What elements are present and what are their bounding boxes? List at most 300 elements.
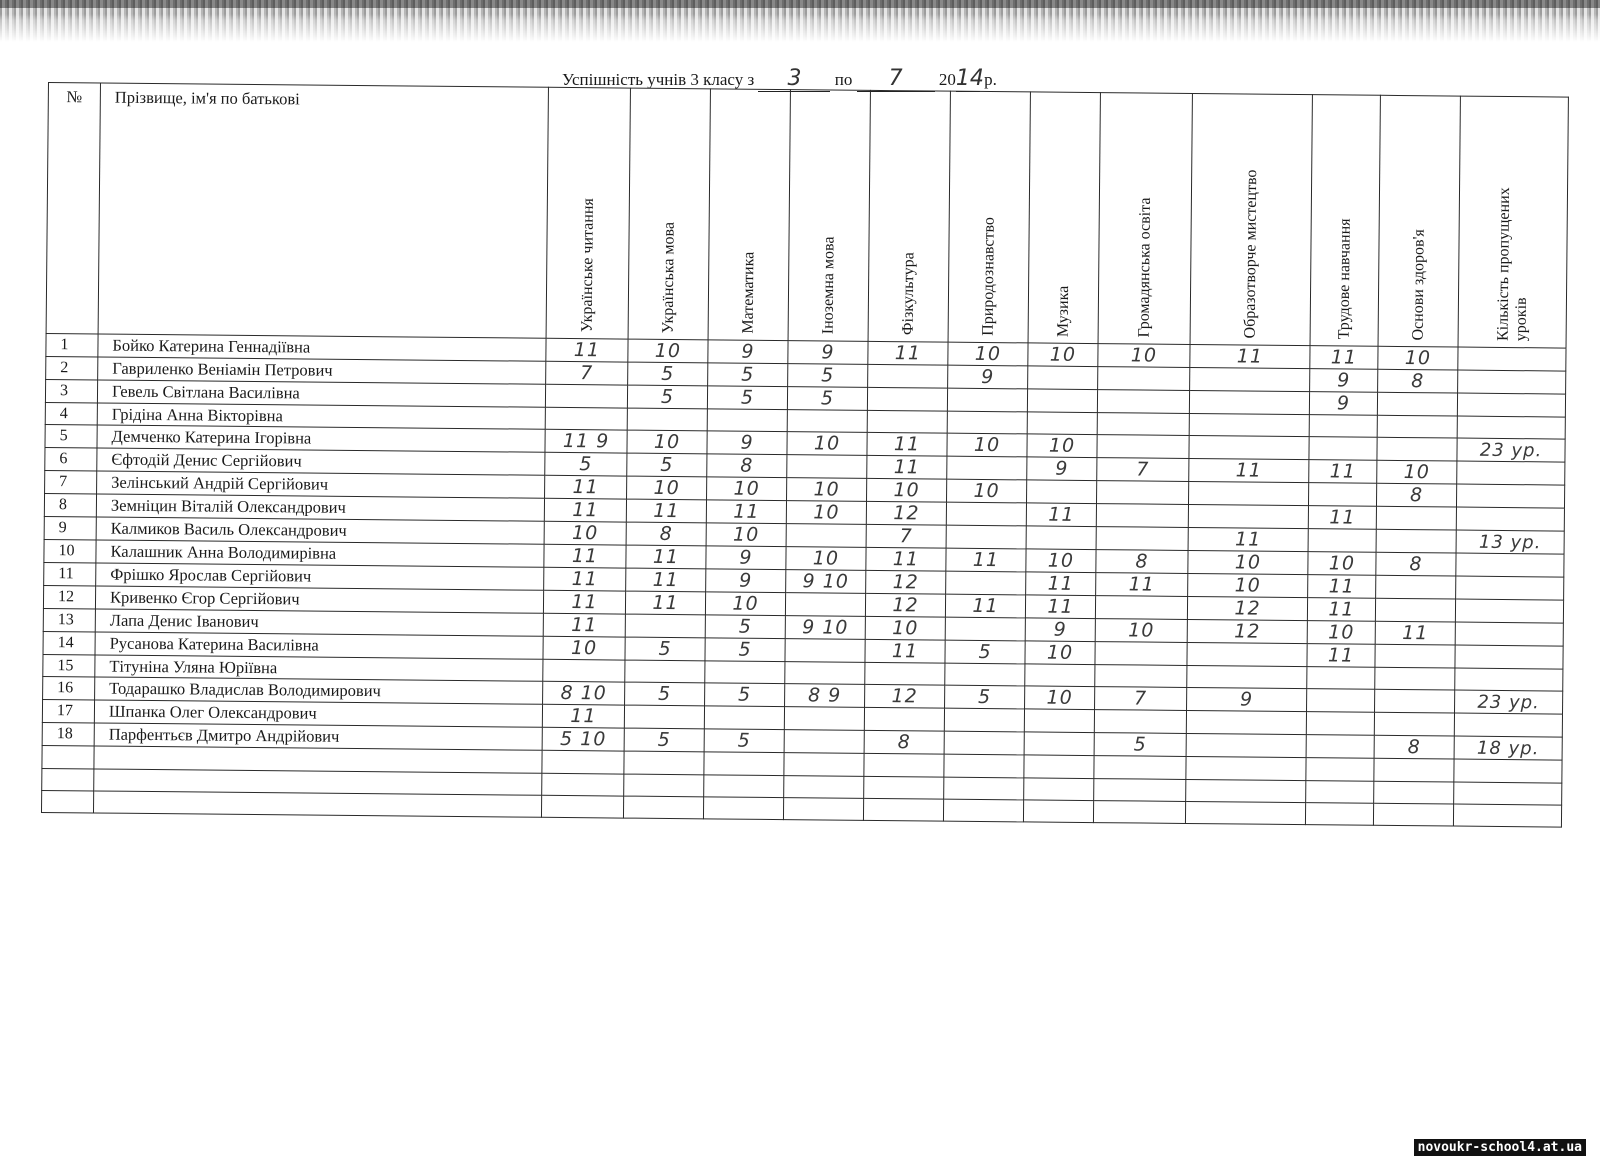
- grade-cell: 9: [788, 341, 868, 365]
- subject-label: Музика: [1054, 285, 1072, 337]
- student-name: Зелінський Андрій Сергійович: [97, 471, 545, 498]
- grade-cell: 11: [544, 498, 626, 522]
- grade-cell: [707, 409, 787, 432]
- empty-cell: [1453, 804, 1561, 827]
- grade-cell: 12: [1187, 620, 1307, 644]
- grade-cell: 10: [628, 339, 708, 363]
- empty-cell: [704, 752, 784, 775]
- grade-cell: 8 10: [543, 682, 625, 706]
- grade-cell: [1097, 390, 1189, 414]
- grade-cell: 11: [1307, 598, 1375, 622]
- grade-cell: [1095, 642, 1187, 666]
- grade-cell: 9: [707, 431, 787, 455]
- subject-label: Іноземна мова: [819, 236, 838, 335]
- grade-cell: 7: [866, 525, 946, 549]
- header-subject: [1098, 93, 1192, 345]
- grade-cell: 12: [865, 594, 945, 618]
- missed-lessons-cell: [1457, 461, 1565, 485]
- student-name: Тітуніна Уляна Юріївна: [95, 655, 543, 681]
- grade-cell: 11: [1310, 346, 1378, 370]
- grade-cell: 7: [546, 361, 628, 385]
- grade-cell: [1024, 709, 1094, 733]
- grade-cell: [1186, 734, 1306, 758]
- grade-cell: [786, 524, 866, 548]
- grade-cell: [1097, 435, 1189, 459]
- empty-cell: [943, 799, 1023, 822]
- grade-cell: [1307, 689, 1375, 713]
- grade-cell: [625, 660, 705, 683]
- empty-cell: [864, 776, 944, 799]
- row-number: 11: [44, 563, 96, 586]
- subject-label: Українська мова: [659, 221, 678, 334]
- grade-cell: 10: [1307, 621, 1375, 645]
- grade-cell: 11: [1025, 595, 1095, 619]
- missed-lessons-cell: [1458, 370, 1566, 394]
- empty-cell: [1373, 803, 1453, 826]
- grade-cell: [946, 502, 1026, 526]
- row-number: 8: [44, 494, 96, 517]
- subject-label: Основи здоров'я: [1409, 228, 1428, 341]
- grade-cell: 11: [543, 590, 625, 614]
- empty-cell: [41, 790, 93, 813]
- empty-cell: [863, 798, 943, 821]
- grade-cell: [787, 410, 867, 433]
- row-number: 12: [43, 586, 95, 609]
- row-number: 13: [43, 609, 95, 632]
- grade-cell: [1308, 529, 1376, 553]
- grade-cell: [625, 614, 705, 638]
- grade-cell: [867, 410, 947, 433]
- grade-cell: 8: [707, 454, 787, 478]
- grade-cell: [1095, 665, 1187, 688]
- empty-cell: [1094, 756, 1186, 779]
- grade-cell: 11: [626, 545, 706, 569]
- grade-cell: [543, 659, 625, 682]
- empty-cell: [93, 791, 541, 817]
- header-subject: [1378, 95, 1460, 347]
- grade-cell: 5: [705, 638, 785, 662]
- missed-lessons-cell: [1455, 645, 1563, 669]
- header-subject: [1028, 92, 1100, 344]
- grade-cell: [1308, 483, 1376, 507]
- missed-lessons-cell: [1457, 416, 1565, 439]
- grade-cell: 9: [1027, 457, 1097, 481]
- empty-cell: [864, 754, 944, 777]
- grade-cell: [1307, 667, 1375, 690]
- empty-cell: [624, 774, 704, 797]
- empty-cell: [703, 797, 783, 820]
- grade-cell: [867, 387, 947, 411]
- row-number: 1: [46, 333, 98, 356]
- subject-label: Фізкультура: [899, 252, 917, 336]
- grade-cell: 10: [1025, 641, 1095, 665]
- student-name: Шпанка Олег Олександрович: [94, 700, 542, 727]
- grade-cell: [1376, 506, 1456, 530]
- grade-cell: [704, 706, 784, 730]
- student-name: Тодарашко Владислав Володимирович: [95, 677, 543, 704]
- grade-cell: 10: [786, 547, 866, 571]
- grade-cell: 10: [1188, 574, 1308, 598]
- missed-label: Кількість пропущених уроків: [1494, 187, 1530, 342]
- grade-cell: [1188, 505, 1308, 529]
- header-subject: [868, 90, 950, 342]
- empty-cell: [1454, 759, 1562, 782]
- title-to-label: по: [834, 70, 853, 89]
- grade-cell: [785, 593, 865, 617]
- grade-cell: 8: [626, 522, 706, 546]
- student-name: Лапа Денис Іванович: [95, 609, 543, 636]
- grade-cell: 11: [1026, 503, 1096, 527]
- grade-cell: 10: [786, 501, 866, 525]
- grade-cell: 5: [708, 363, 788, 387]
- empty-cell: [1093, 800, 1185, 823]
- title-year-prefix: 20: [938, 70, 956, 89]
- grade-cell: 10: [627, 430, 707, 454]
- title-suffix: р.: [984, 70, 997, 89]
- missed-lessons-cell: [1456, 507, 1564, 531]
- grade-cell: 10: [787, 478, 867, 502]
- grade-cell: [1024, 732, 1094, 756]
- grade-cell: [1189, 436, 1309, 460]
- scan-edge-artifact: [0, 0, 1600, 42]
- grade-cell: 11: [1308, 575, 1376, 599]
- grade-cell: [785, 639, 865, 663]
- student-name: Парфентьєв Дмитро Андрійович: [94, 723, 542, 750]
- grade-cell: 7: [1097, 458, 1189, 482]
- grade-cell: 11: [867, 456, 947, 480]
- student-name: Єфтодій Денис Сергійович: [97, 448, 545, 475]
- missed-lessons-cell: [1457, 393, 1565, 417]
- grade-cell: 10: [948, 342, 1028, 366]
- grade-cell: 12: [866, 571, 946, 595]
- grade-cell: 11 9: [545, 429, 627, 453]
- grade-cell: 10: [1098, 344, 1190, 368]
- grade-cell: 10: [1095, 619, 1187, 643]
- row-number: 16: [43, 677, 95, 700]
- student-name: Гавриленко Веніамін Петрович: [98, 357, 546, 384]
- grade-cell: 11: [1189, 459, 1309, 483]
- grade-cell: [945, 617, 1025, 641]
- grade-cell: [1306, 735, 1374, 759]
- grade-cell: [1375, 598, 1455, 622]
- missed-lessons-cell: [1454, 713, 1562, 737]
- grade-cell: 11: [866, 548, 946, 572]
- empty-cell: [42, 768, 94, 791]
- grade-cell: 10: [1377, 460, 1457, 484]
- grade-cell: 5: [1094, 733, 1186, 757]
- grade-cell: 10: [1025, 686, 1095, 710]
- grade-cell: [1377, 437, 1457, 461]
- grade-cell: [1097, 413, 1189, 436]
- grade-cell: 9: [708, 340, 788, 364]
- grade-cell: 5: [545, 452, 627, 476]
- grade-cell: [868, 364, 948, 388]
- subject-label: Громадянська освіта: [1135, 197, 1154, 338]
- grade-cell: 10: [947, 433, 1027, 457]
- grade-cell: 9: [1309, 392, 1377, 416]
- grade-cell: 10: [707, 477, 787, 501]
- grade-cell: 5: [705, 683, 785, 707]
- grade-cell: 5: [787, 387, 867, 411]
- empty-cell: [944, 777, 1024, 800]
- grade-cell: 10: [1188, 551, 1308, 575]
- grade-cell: 5: [788, 364, 868, 388]
- grade-cell: [1187, 666, 1307, 689]
- grade-cell: [1026, 526, 1096, 550]
- student-name: Гевель Світлана Василівна: [97, 380, 545, 407]
- grade-cell: 11: [1190, 344, 1310, 368]
- header-name: Прізвище, ім'я по батькові: [98, 83, 548, 338]
- empty-cell: [1024, 755, 1094, 778]
- grade-cell: [1189, 390, 1309, 414]
- grade-cell: 7: [1095, 687, 1187, 711]
- grade-cell: 12: [1187, 597, 1307, 621]
- grade-cell: 9 10: [785, 616, 865, 640]
- grade-cell: 5: [707, 386, 787, 410]
- grade-cell: [1096, 527, 1188, 551]
- grade-cell: [545, 407, 627, 430]
- missed-lessons-cell: 23 ур.: [1455, 690, 1563, 714]
- row-number: 3: [45, 379, 97, 402]
- grade-cell: 9: [706, 546, 786, 570]
- grade-cell: [1189, 413, 1309, 436]
- missed-lessons-cell: 13 ур.: [1456, 530, 1564, 554]
- row-number: 14: [43, 632, 95, 655]
- grade-cell: 11: [868, 341, 948, 365]
- grade-cell: 9: [1187, 688, 1307, 712]
- grade-cell: 5: [945, 640, 1025, 664]
- grade-cell: [1374, 713, 1454, 737]
- grade-cell: [1095, 596, 1187, 620]
- grade-cell: [624, 705, 704, 729]
- header-subject: [788, 90, 870, 342]
- student-name: Грідіна Анна Вікторівна: [97, 403, 545, 429]
- grade-cell: [947, 411, 1027, 434]
- student-name: Калмиков Василь Олександрович: [96, 517, 544, 544]
- grade-cell: [944, 732, 1024, 756]
- empty-cell: [1023, 800, 1093, 823]
- grade-cell: [1375, 667, 1455, 690]
- grade-cell: 5: [704, 729, 784, 753]
- header-subject: [1310, 95, 1380, 347]
- grade-cell: [1098, 367, 1190, 391]
- empty-cell: [1454, 782, 1562, 805]
- grade-cell: 11: [544, 544, 626, 568]
- empty-cell: [944, 755, 1024, 778]
- grade-cell: 9: [1310, 369, 1378, 393]
- grade-cell: [1306, 712, 1374, 736]
- empty-cell: [784, 775, 864, 798]
- grade-sheet: [41, 82, 1568, 837]
- grade-cell: 11: [542, 705, 624, 729]
- grade-cell: [627, 408, 707, 431]
- student-name: Фрішко Ярослав Сергійович: [96, 563, 544, 590]
- grade-cell: [787, 455, 867, 479]
- grade-cell: 11: [543, 613, 625, 637]
- grade-cell: [1309, 415, 1377, 438]
- empty-cell: [1094, 778, 1186, 801]
- grade-cell: 11: [706, 500, 786, 524]
- grade-cell: 11: [1308, 506, 1376, 530]
- grade-cell: [1028, 366, 1098, 390]
- grade-cell: 5: [624, 728, 704, 752]
- site-watermark: novoukr-school4.at.ua: [1414, 1139, 1586, 1156]
- row-number: 18: [42, 723, 94, 746]
- grade-cell: 11: [626, 499, 706, 523]
- grade-cell: 10: [1027, 434, 1097, 458]
- grade-cell: [864, 708, 944, 732]
- empty-cell: [783, 797, 863, 820]
- grade-cell: [545, 384, 627, 408]
- grade-cell: 11: [1026, 572, 1096, 596]
- grade-cell: 5: [705, 615, 785, 639]
- empty-cell: [1306, 758, 1374, 781]
- grade-cell: [785, 662, 865, 685]
- grade-cell: 11: [1188, 528, 1308, 552]
- header-subject: [546, 87, 630, 339]
- grade-cell: 10: [1308, 552, 1376, 576]
- grade-cell: 11: [945, 594, 1025, 618]
- student-name: Демченко Катерина Ігорівна: [97, 425, 545, 452]
- missed-lessons-cell: [1455, 622, 1563, 646]
- grade-cell: 5: [627, 453, 707, 477]
- grade-cell: 5: [625, 682, 705, 706]
- grade-cell: [1094, 710, 1186, 734]
- subject-label: Українське читання: [578, 198, 597, 333]
- grade-cell: [944, 709, 1024, 733]
- header-subject: [628, 88, 710, 340]
- grade-cell: [1027, 389, 1097, 413]
- row-number: 10: [44, 540, 96, 563]
- header-subject: [708, 89, 790, 341]
- grade-cell: [1186, 711, 1306, 735]
- empty-cell: [1186, 757, 1306, 780]
- grade-cell: [1377, 392, 1457, 416]
- grade-cell: 10: [1378, 346, 1458, 370]
- empty-cell: [1186, 779, 1306, 802]
- header-missed: [1458, 96, 1568, 348]
- grade-cell: [865, 663, 945, 686]
- missed-lessons-cell: 18 ур.: [1454, 736, 1562, 760]
- grade-cell: [945, 663, 1025, 686]
- grade-cell: 11: [1375, 621, 1455, 645]
- grade-cell: [1376, 529, 1456, 553]
- empty-cell: [542, 751, 624, 774]
- grade-cell: 8 9: [785, 684, 865, 708]
- grade-cell: 12: [865, 685, 945, 709]
- empty-cell: [623, 796, 703, 819]
- grade-cell: 10: [865, 617, 945, 641]
- row-number: 17: [42, 700, 94, 723]
- grade-cell: [1375, 644, 1455, 668]
- grade-cell: 8: [1376, 552, 1456, 576]
- title-from-value: 3: [758, 66, 830, 92]
- empty-cell: [1185, 801, 1305, 824]
- grade-cell: 11: [545, 475, 627, 499]
- grade-cell: [1096, 481, 1188, 505]
- student-name: Калашник Анна Володимирівна: [96, 540, 544, 567]
- subject-label: Трудове навчання: [1335, 218, 1354, 340]
- grade-cell: 10: [787, 432, 867, 456]
- empty-cell: [624, 751, 704, 774]
- grade-cell: 10: [706, 523, 786, 547]
- grade-cell: 11: [865, 640, 945, 664]
- grade-cell: 9: [948, 365, 1028, 389]
- subject-label: Природознавство: [979, 217, 998, 337]
- title-year-value: 14: [955, 66, 984, 91]
- empty-cell: [541, 795, 623, 818]
- grade-cell: [1377, 415, 1457, 438]
- grade-cell: 10: [544, 521, 626, 545]
- row-number: 7: [45, 471, 97, 494]
- grade-cell: [1376, 575, 1456, 599]
- grade-cell: 10: [627, 476, 707, 500]
- grade-cell: 5: [625, 637, 705, 661]
- empty-cell: [784, 753, 864, 776]
- grade-cell: 8: [1378, 369, 1458, 393]
- grade-cell: [784, 707, 864, 731]
- grade-cell: [1027, 412, 1097, 435]
- grade-cell: 10: [867, 479, 947, 503]
- empty-cell: [1024, 777, 1094, 800]
- row-number: 4: [45, 402, 97, 425]
- grade-cell: 5 10: [542, 728, 624, 752]
- header-row: [46, 83, 1568, 349]
- grade-cell: 8: [864, 731, 944, 755]
- student-name: Русанова Катерина Василівна: [95, 632, 543, 659]
- empty-cell: [542, 773, 624, 796]
- grade-cell: [1190, 367, 1310, 391]
- grade-cell: 10: [705, 592, 785, 616]
- row-number: 9: [44, 517, 96, 540]
- grade-cell: 11: [1309, 460, 1377, 484]
- grade-cell: [947, 456, 1027, 480]
- missed-lessons-cell: [1456, 484, 1564, 508]
- grade-cell: 8: [1376, 483, 1456, 507]
- grade-cell: 8: [1374, 736, 1454, 760]
- grade-cell: 11: [544, 567, 626, 591]
- grade-cell: 10: [1028, 343, 1098, 367]
- grade-cell: [1027, 480, 1097, 504]
- student-name: Бойко Катерина Геннадіївна: [98, 334, 546, 361]
- grade-cell: 11: [625, 591, 705, 615]
- grade-cell: 10: [543, 636, 625, 660]
- grade-cell: [1096, 504, 1188, 528]
- grade-cell: [1188, 482, 1308, 506]
- grade-cell: 8: [1096, 550, 1188, 574]
- grade-cell: 11: [626, 568, 706, 592]
- missed-lessons-cell: [1456, 553, 1564, 577]
- student-name: Кривенко Єгор Сергійович: [95, 586, 543, 613]
- student-rows: [41, 333, 1566, 827]
- subject-label: Математика: [739, 251, 757, 334]
- grade-cell: [1309, 437, 1377, 461]
- grade-cell: 9: [706, 569, 786, 593]
- row-number: 2: [46, 356, 98, 379]
- grade-cell: 11: [546, 338, 628, 362]
- missed-lessons-cell: [1458, 347, 1566, 371]
- grade-cell: [1187, 643, 1307, 667]
- empty-cell: [1305, 802, 1373, 825]
- row-number: 15: [43, 655, 95, 678]
- subject-label: Образотворче мистецтво: [1241, 169, 1260, 339]
- title-to-value: 7: [857, 66, 935, 92]
- grade-cell: 11: [946, 548, 1026, 572]
- grade-cell: 5: [628, 362, 708, 386]
- missed-lessons-cell: [1455, 599, 1563, 623]
- grade-cell: [1025, 664, 1095, 687]
- grade-cell: 10: [947, 479, 1027, 503]
